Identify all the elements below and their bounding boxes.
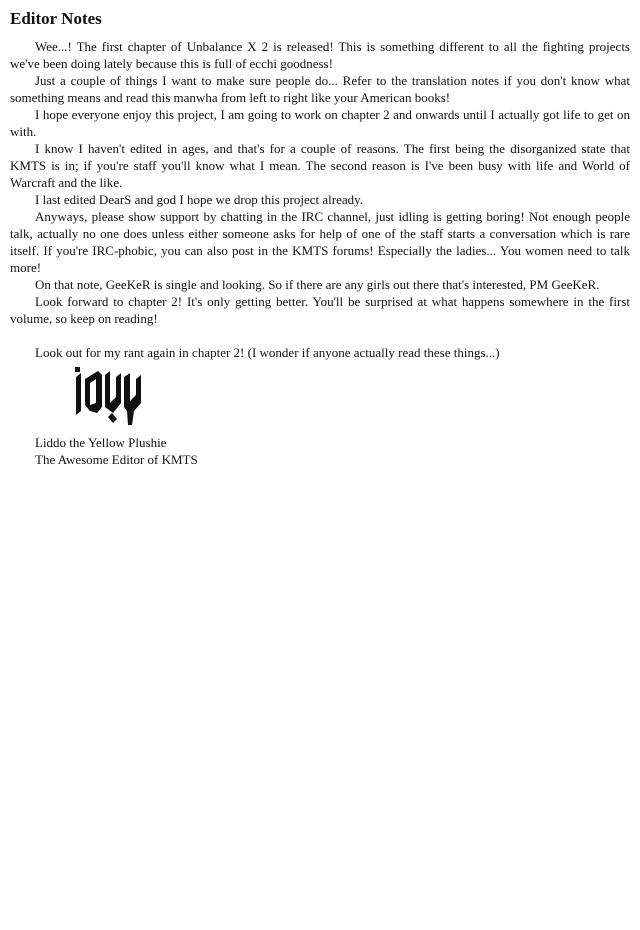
notes-body [10,38,630,327]
paragraph: I hope everyone enjoy this project, I am going to work on chapter 2 and onwards until I actually got life to get on with. [10,107,630,139]
page-title: Editor Notes [10,9,102,28]
signature-block [10,434,630,468]
editor-notes-page [10,8,630,468]
spacer [10,327,630,344]
paragraph: Just a couple of things I want to make sure people do... Refer to the translation notes if you don't know what something means and read this manwha from left to right like your American books! [10,73,630,105]
paragraph: Wee...! The first chapter of Unbalance X 2 is released! This is something different to all the fighting projects we've been doing lately because this is full of ecchi goodness! [10,39,630,71]
paragraph: I know I haven't edited in ages, and that's for a couple of reasons. The first being the disorganized state that KMTS is in; if you're staff you'll know what I mean. The second reason is I've been busy with life and World of Warcraft and the like. [10,141,630,190]
paragraph: On that note, GeeKeR is single and looking. So if there are any girls out there that's interested, PM GeeKeR. [35,277,600,292]
paragraph: Anyways, please show support by chatting in the IRC channel, just idling is getting boring! Not enough people talk, actually no one does unless either someone asks for help of one of the staff starts a conversation which is rare itself. If you're IRC-phobic, you can also post in the KMTS forums! Especially the ladies... You women need to talk more! [10,209,630,275]
paragraph: Look forward to chapter 2! It's only getting better. You'll be surprised at what happens somewhere in the first volume, so keep on reading! [10,294,630,326]
signature-logo-icon [72,367,144,425]
signature-role: The Awesome Editor of KMTS [35,452,198,467]
paragraph: I last edited DearS and god I hope we drop this project already. [35,192,364,207]
closing-remark: Look out for my rant again in chapter 2! (I wonder if anyone actually read these things...) [35,345,500,360]
signature-name: Liddo the Yellow Plushie [35,435,167,450]
